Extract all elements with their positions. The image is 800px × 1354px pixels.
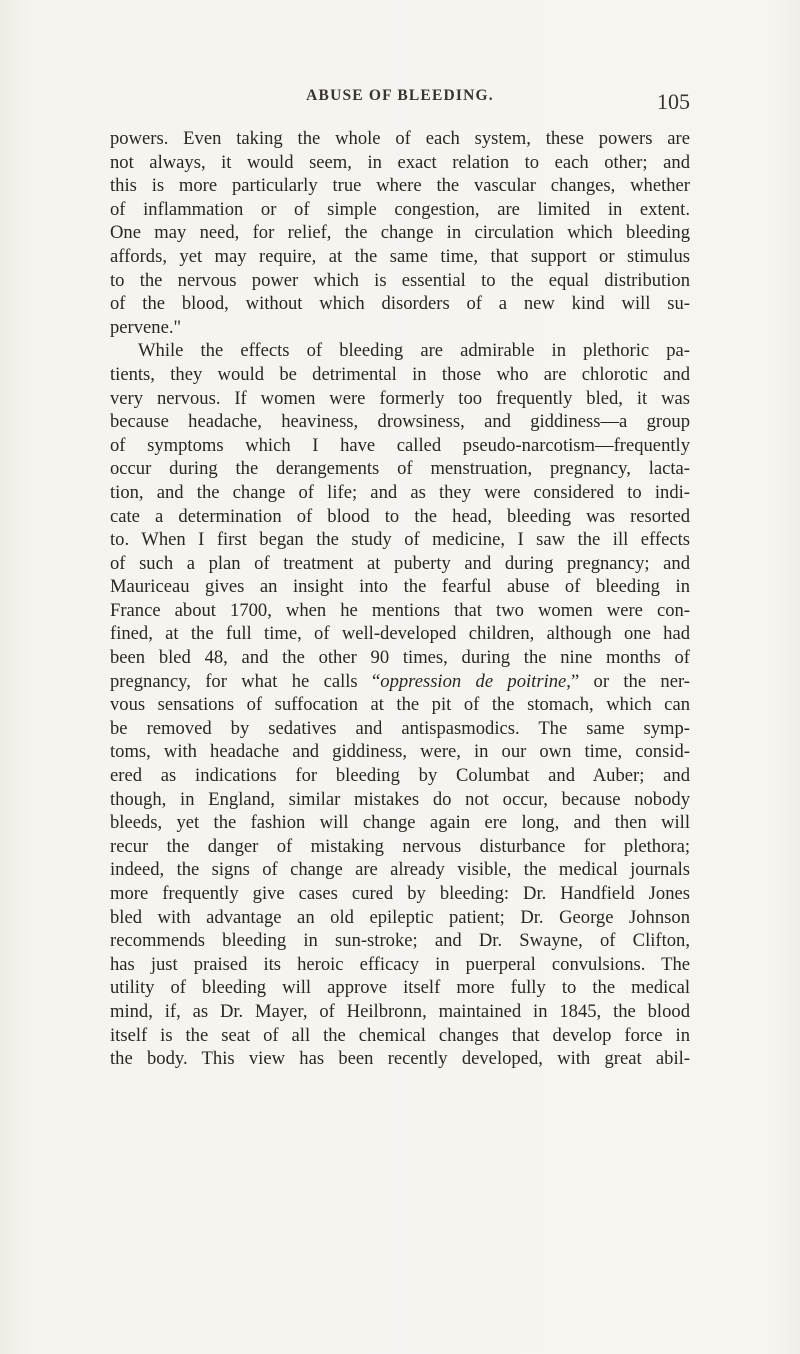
text-line: not always, it would seem, in exact relation to each other; and [110, 151, 690, 173]
text-line: recur the danger of mistaking nervous disturbance for plethora; [110, 835, 690, 857]
text-line: very nervous. If women were formerly too frequently bled, it was [110, 387, 690, 409]
text-line: bleeds, yet the fashion will change again ere long, and then will [110, 812, 690, 834]
text-line: vous sensations of suffocation at the pit of the stomach, which can [110, 694, 690, 716]
text-line: pervene." [110, 316, 182, 338]
italic-phrase: oppression de poitrine [380, 670, 567, 692]
text-line: tion, and the change of life; and as they were considered to indi- [110, 481, 690, 503]
text-line: utility of bleeding will approve itself more fully to the medical [110, 977, 690, 999]
text-line: more frequently give cases cured by bleeding: Dr. Handfield Jones [110, 883, 690, 904]
text-line: has just praised its heroic efficacy in puerperal convulsions. The [110, 953, 690, 975]
text-line: fined, at the full time, of well-developed children, although one had [110, 623, 690, 645]
text-line: be removed by sedatives and antispasmodics. The same symp- [110, 717, 690, 739]
text-line: France about 1700, when he mentions that two women were con- [110, 599, 690, 621]
text-line: of symptoms which I have called pseudo-narcotism—frequently [110, 434, 690, 456]
body-text [110, 127, 690, 1071]
text-line: toms, with headache and giddiness, were, in our own time, consid- [110, 741, 690, 763]
page-title: ABUSE OF BLEEDING. [306, 87, 494, 104]
text-line: tients, they would be detrimental in those who are chlorotic and [110, 363, 690, 385]
text-segment: ,” or the ner- [566, 670, 690, 692]
running-head [110, 87, 690, 117]
text-line: cate a determination of blood to the head, bleeding was resorted [110, 505, 690, 527]
text-line: While the effects of bleeding are admirable in plethoric pa- [138, 340, 690, 362]
text-segment: pregnancy, for what he calls “ [110, 670, 381, 692]
text-line: of inflammation or of simple congestion, are limited in extent. [110, 198, 690, 220]
text-line-with-italic [110, 670, 690, 694]
text-line: the body. This view has been recently developed, with great abil- [110, 1048, 690, 1070]
text-line: powers. Even taking the whole of each system, these powers are [110, 128, 690, 149]
text-line: Mauriceau gives an insight into the fearful abuse of bleeding in [110, 576, 690, 598]
text-line: because headache, heaviness, drowsiness, and giddiness—a group [110, 411, 690, 433]
text-line: though, in England, similar mistakes do not occur, because nobody [110, 788, 690, 810]
text-line: bled with advantage an old epileptic patient; Dr. George Johnson [110, 906, 690, 928]
text-line: mind, if, as Dr. Mayer, of Heilbronn, maintained in 1845, the blood [110, 1000, 690, 1022]
text-line: indeed, the signs of change are already visible, the medical journals [110, 859, 690, 881]
text-line: affords, yet may require, at the same time, that support or stimulus [110, 245, 690, 267]
text-line: One may need, for relief, the change in circulation which bleeding [110, 222, 690, 244]
text-line: to the nervous power which is essential to the equal distribution [110, 269, 690, 291]
text-line: of the blood, without which disorders of a new kind will su- [110, 293, 690, 315]
text-line: been bled 48, and the other 90 times, during the nine months of [110, 647, 690, 669]
text-line: to. When I first began the study of medicine, I saw the ill effects [110, 529, 690, 551]
text-line: of such a plan of treatment at puberty and during pregnancy; and [110, 552, 690, 574]
text-line: occur during the derangements of menstruation, pregnancy, lacta- [110, 458, 690, 480]
text-line: recommends bleeding in sun-stroke; and Dr. Swayne, of Clifton, [110, 930, 690, 952]
text-line: this is more particularly true where the vascular changes, whether [110, 175, 690, 197]
text-line: ered as indications for bleeding by Columbat and Auber; and [110, 765, 690, 787]
page-number: 105 [657, 89, 690, 114]
text-line: itself is the seat of all the chemical changes that develop force in [110, 1024, 690, 1046]
